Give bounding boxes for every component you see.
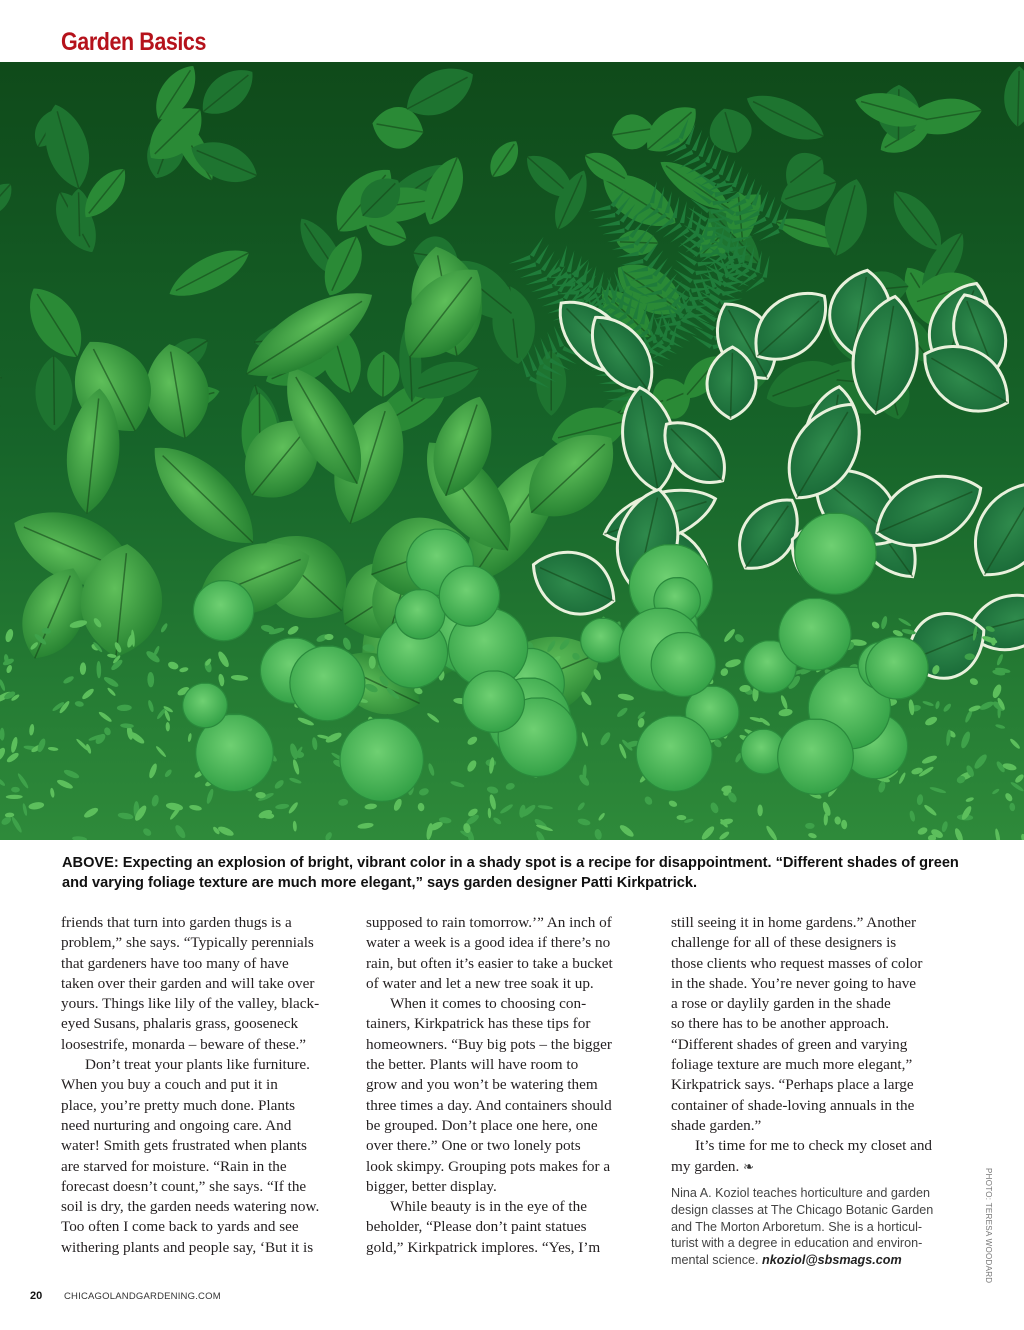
author-bio bbox=[671, 1185, 971, 1269]
foliage-shape bbox=[340, 718, 423, 801]
text-line-content: over there.” One or two lonely pots bbox=[366, 1137, 581, 1155]
text-line-content: the better. Plants will have room to bbox=[366, 1056, 579, 1074]
text-line-content: supposed to rain tomorrow.’” An inch of bbox=[366, 914, 612, 931]
text-line-content: of water and let a new tree soak it up. bbox=[366, 974, 594, 992]
text-line bbox=[671, 1096, 963, 1116]
text-line-content: still seeing it in home gardens.” Another bbox=[671, 914, 917, 931]
text-line-content: water! Smith gets frustrated when plants bbox=[61, 1137, 307, 1155]
foliage-shape bbox=[778, 719, 854, 794]
text-line-content: foliage texture are much more elegant,” bbox=[671, 1056, 913, 1074]
text-line bbox=[61, 1096, 353, 1116]
text-line-content: friends that turn into garden thugs is a bbox=[61, 914, 292, 931]
text-line bbox=[671, 933, 963, 953]
text-line-content: look skimpy. Grouping pots makes for a bbox=[366, 1157, 611, 1175]
text-line bbox=[671, 954, 963, 974]
text-line bbox=[366, 1035, 658, 1055]
text-line-content: forecast doesn’t count,” she says. “If the bbox=[61, 1177, 307, 1195]
text-line bbox=[366, 1116, 658, 1136]
text-line-content: taken over their garden and will take over bbox=[61, 974, 315, 992]
foliage-shape bbox=[183, 683, 228, 728]
text-line-content: a rose or daylily garden in the shade bbox=[671, 995, 891, 1013]
text-line bbox=[61, 1136, 353, 1156]
text-line bbox=[671, 1116, 963, 1136]
foliage-shape bbox=[636, 716, 712, 792]
bio-line bbox=[671, 1252, 971, 1269]
text-line bbox=[61, 1116, 353, 1136]
text-line-content: “Different shades of green and varying bbox=[671, 1035, 908, 1053]
text-line bbox=[366, 1197, 658, 1217]
foliage-shape bbox=[79, 192, 80, 236]
text-line bbox=[61, 1035, 353, 1055]
text-line bbox=[366, 913, 658, 933]
text-line bbox=[61, 913, 353, 933]
article-column-2 bbox=[366, 913, 658, 1258]
text-line bbox=[61, 1217, 353, 1237]
text-line bbox=[671, 974, 963, 994]
foliage-shape bbox=[193, 581, 253, 641]
foliage-shape bbox=[866, 637, 928, 699]
text-line-content: bigger, better display. bbox=[366, 1177, 497, 1195]
article-column-3 bbox=[671, 913, 963, 1177]
text-line-content: in the shade. You’re never going to have bbox=[671, 974, 917, 992]
footer-site-url[interactable]: CHICAGOLANDGARDENING.COM bbox=[64, 1291, 221, 1302]
text-line-content: Don’t treat your plants like furniture. bbox=[85, 1056, 310, 1074]
text-line-content: challenge for all of these designers is bbox=[671, 934, 897, 952]
text-line bbox=[366, 1055, 658, 1075]
bio-line: and The Morton Arboretum. She is a horticul- bbox=[671, 1219, 923, 1234]
text-line bbox=[366, 1014, 658, 1034]
text-line bbox=[671, 1075, 963, 1095]
text-line bbox=[671, 1157, 963, 1177]
foliage-shape bbox=[463, 671, 525, 732]
text-line bbox=[61, 933, 353, 953]
foliage-shape bbox=[439, 566, 499, 626]
text-line bbox=[671, 913, 963, 933]
text-line bbox=[61, 954, 353, 974]
text-line-content: problem,” she says. “Typically perennials bbox=[61, 934, 314, 952]
garden-photo bbox=[0, 62, 1024, 840]
page-number: 20 bbox=[30, 1290, 43, 1302]
foliage-shape bbox=[651, 633, 715, 697]
text-line-content: so there has to be another approach. bbox=[671, 1015, 890, 1033]
text-line-content: yours. Things like lily of the valley, black- bbox=[61, 995, 320, 1013]
text-line bbox=[671, 994, 963, 1014]
article-column-1 bbox=[61, 913, 353, 1258]
leaf-end-mark-icon: ❧ bbox=[743, 1158, 755, 1174]
text-line bbox=[61, 1055, 353, 1075]
text-line-content: Kirkpatrick says. “Perhaps place a large bbox=[671, 1076, 914, 1094]
text-line bbox=[671, 1055, 963, 1075]
text-line-content: container of shade-loving annuals in the bbox=[671, 1096, 915, 1114]
text-line bbox=[366, 1177, 658, 1197]
text-line bbox=[366, 1136, 658, 1156]
text-line-content: Too often I come back to yards and see bbox=[61, 1218, 299, 1236]
text-line-content: grow and you won’t be watering them bbox=[366, 1076, 598, 1094]
bio-line: turist with a degree in education and environ- bbox=[671, 1236, 923, 1251]
text-line bbox=[366, 1217, 658, 1237]
text-line-content: homeowners. “Buy big pots – the bigger bbox=[366, 1035, 612, 1053]
foliage-shape bbox=[324, 634, 333, 640]
text-line-content: When it comes to choosing con- bbox=[390, 995, 587, 1013]
foliage-shape bbox=[779, 598, 851, 670]
text-line bbox=[366, 974, 658, 994]
text-line-content: be grouped. Don’t place one here, one bbox=[366, 1116, 598, 1134]
text-line bbox=[61, 1157, 353, 1177]
text-line-content: eyed Susans, phalaris grass, gooseneck bbox=[61, 1015, 299, 1033]
foliage-shape bbox=[395, 590, 445, 639]
text-line bbox=[61, 1197, 353, 1217]
text-line bbox=[671, 1014, 963, 1034]
text-line bbox=[366, 933, 658, 953]
bio-line-end: mental science. bbox=[671, 1253, 759, 1268]
text-line bbox=[671, 1035, 963, 1055]
photo-credit: PHOTO: TERESA WOODARD bbox=[984, 1168, 993, 1284]
text-line bbox=[366, 1238, 658, 1258]
text-line bbox=[61, 1238, 353, 1258]
text-line-content: shade garden.” bbox=[671, 1116, 762, 1134]
foliage-shape bbox=[369, 656, 376, 669]
text-line bbox=[61, 974, 353, 994]
text-line-content: While beauty is in the eye of the bbox=[390, 1198, 587, 1216]
text-line bbox=[61, 1014, 353, 1034]
photo-caption: ABOVE: Expecting an explosion of bright, vibrant color in a shady spot is a recipe for disappointment. “Different shades of green and varying foliage texture are much more elegant,” says garden designer Patti Kirkpatrick. bbox=[62, 855, 959, 891]
text-line-content: my garden. bbox=[671, 1157, 740, 1175]
text-line bbox=[366, 954, 658, 974]
foliage-shape bbox=[54, 356, 55, 425]
text-line-content: soil is dry, the garden needs watering now. bbox=[61, 1198, 320, 1216]
text-line bbox=[366, 1075, 658, 1095]
text-line-content: loosestrife, monarda – beware of these.” bbox=[61, 1035, 307, 1053]
author-email-link[interactable]: nkoziol@sbsmags.com bbox=[762, 1253, 902, 1268]
text-line-content: that gardeners have too many of have bbox=[61, 954, 289, 972]
text-line-content: When you buy a couch and put it in bbox=[61, 1076, 278, 1094]
text-line-content: are starved for moisture. “Rain in the bbox=[61, 1157, 287, 1175]
foliage-shape bbox=[383, 355, 384, 397]
foliage-shape bbox=[581, 618, 625, 662]
text-line-content: place, you’re pretty much done. Plants bbox=[61, 1096, 296, 1114]
foliage-shape bbox=[795, 513, 876, 594]
text-line bbox=[366, 1157, 658, 1177]
text-line-content: beholder, “Please don’t paint statues bbox=[366, 1218, 587, 1236]
text-line bbox=[366, 994, 658, 1014]
foliage-shape bbox=[290, 646, 365, 721]
text-line-content: withering plants and people say, ‘But it is bbox=[61, 1238, 314, 1256]
text-line-content: need nurturing and ongoing care. And bbox=[61, 1116, 292, 1134]
text-line-content: three times a day. And containers should bbox=[366, 1096, 612, 1114]
text-line-content: those clients who request masses of color bbox=[671, 954, 923, 972]
text-line bbox=[61, 994, 353, 1014]
section-title: Garden Basics bbox=[61, 28, 206, 56]
text-line bbox=[61, 1177, 353, 1197]
text-line-content: gold,” Kirkpatrick implores. “Yes, I’m bbox=[366, 1238, 601, 1256]
text-line-content: It’s time for me to check my closet and bbox=[695, 1137, 933, 1155]
text-line bbox=[671, 1136, 963, 1156]
text-line bbox=[61, 1075, 353, 1095]
bio-line: Nina A. Koziol teaches horticulture and garden bbox=[671, 1186, 931, 1200]
text-line-content: tainers, Kirkpatrick has these tips for bbox=[366, 1015, 591, 1033]
text-line-content: rain, but often it’s easier to take a bucket bbox=[366, 954, 613, 972]
text-line-content: water a week is a good idea if there’s no bbox=[366, 934, 611, 952]
bio-line: design classes at The Chicago Botanic Garden bbox=[671, 1202, 934, 1217]
text-line bbox=[366, 1096, 658, 1116]
